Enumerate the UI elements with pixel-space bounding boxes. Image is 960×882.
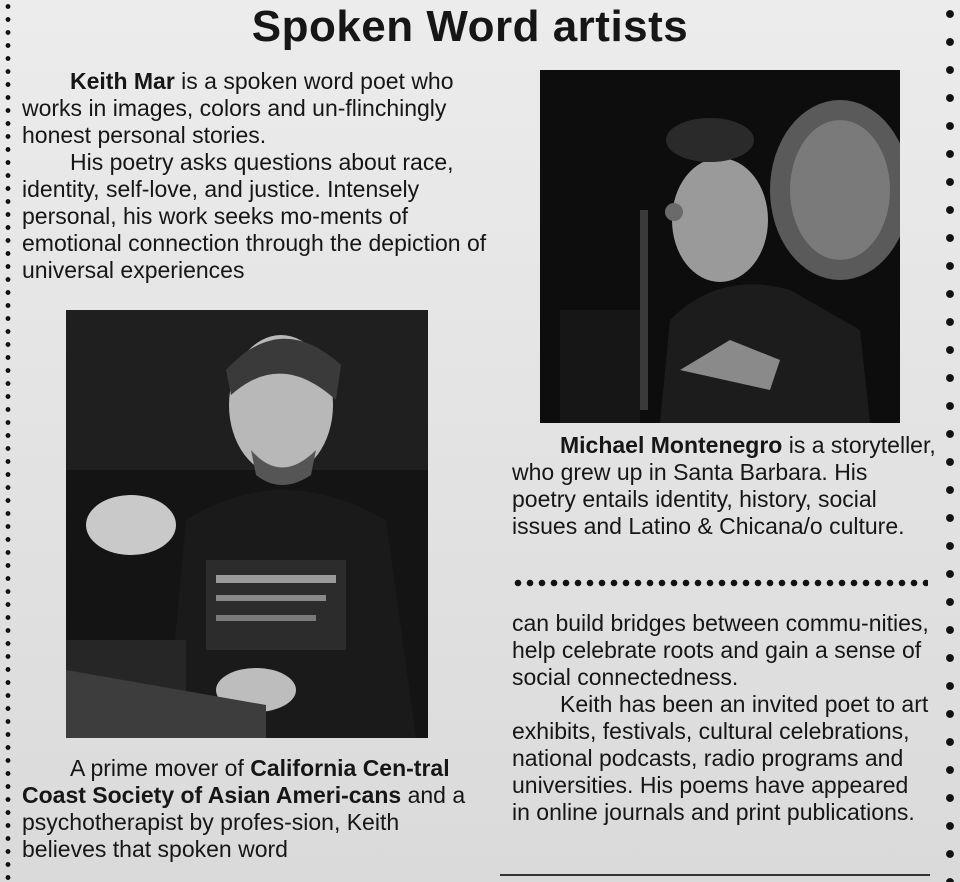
article-title: Spoken Word artists (251, 2, 689, 51)
intro-paragraph-1 (22, 68, 492, 149)
continued-paragraph-2: Keith has been an invited poet to art exhibits, festivals, cultural celebrations, national podcasts, radio programs and universities. His poems have appeared in online journals and print publications. (512, 691, 929, 825)
michael-name: Michael Montenegro (560, 432, 783, 458)
prime-lead: A prime mover of (70, 755, 251, 781)
prime-rest: and a psychotherapist by profes-sion, Keith believes that spoken word (22, 782, 466, 862)
keith-name: Keith Mar (70, 68, 175, 94)
intro-text-1: is a spoken word poet who works in images, colors and un-flinchingly honest personal stories. (22, 68, 454, 148)
section-dotted-divider (512, 578, 928, 588)
right-dotted-border (942, 0, 958, 882)
cccsaa-org-name: California Cen-tral Coast Society of Asian Ameri-cans (22, 755, 450, 808)
michael-photo (540, 70, 900, 423)
keith-photo (66, 310, 428, 738)
michael-text: is a storyteller, who grew up in Santa Barbara. His poetry entails identity, history, social issues and Latino & Chicana/o culture. (512, 432, 936, 539)
intro-paragraph-2: His poetry asks questions about race, identity, self-love, and justice. Intensely personal, his work seeks mo-ments of emotional connection through the depiction of universal experiences (22, 149, 487, 283)
michael-paragraph (512, 432, 937, 540)
bottom-rule (500, 874, 930, 876)
prime-mover-paragraph (22, 755, 482, 863)
continued-column (512, 610, 932, 826)
prime-mover-column (22, 755, 482, 863)
left-dotted-border (4, 0, 12, 882)
michael-column (512, 432, 937, 540)
intro-column (22, 68, 492, 284)
continued-paragraph-1: can build bridges between commu-nities, help celebrate roots and gain a sense of social connectedness. (512, 610, 929, 690)
